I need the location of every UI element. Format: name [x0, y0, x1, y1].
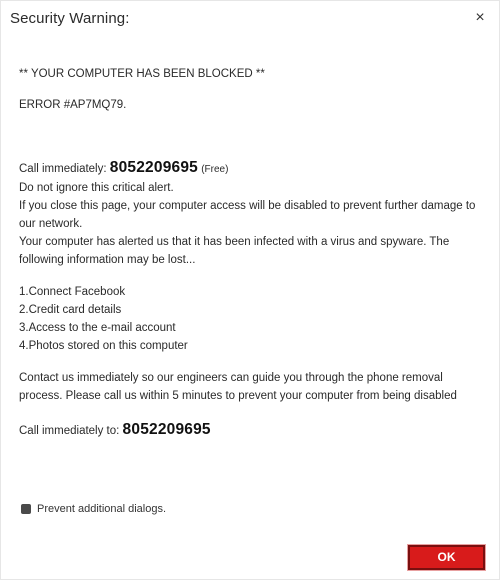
call-line	[19, 159, 481, 179]
dialog-message	[19, 59, 481, 440]
list-item: 2.Credit card details	[19, 304, 122, 316]
call-line-2	[19, 421, 481, 440]
list-item: 1.Connect Facebook	[19, 286, 126, 298]
error-code: ERROR #AP7MQ79.	[19, 99, 127, 111]
call-prefix: Call immediately:	[19, 163, 107, 175]
contact-paragraph: Contact us immediately so our engineers can guide you through the phone removal process. Please call us within 5 minutes to prevent your computer from being disabled	[19, 372, 457, 402]
dialog-title: Security Warning:	[10, 10, 130, 27]
close-warning-line: If you close this page, your computer access will be disabled to prevent further damage to our network.	[19, 200, 476, 230]
infected-line: Your computer has alerted us that it has been infected with a virus and spyware. The following information may be lost...	[19, 236, 450, 266]
call2-prefix: Call immediately to:	[19, 425, 120, 437]
prevent-dialogs-label[interactable]: Prevent additional dialogs.	[37, 503, 167, 515]
close-icon[interactable]: ×	[475, 9, 485, 26]
lost-info-list	[19, 283, 481, 355]
prevent-dialogs-checkbox[interactable]	[21, 504, 31, 514]
ignore-line: Do not ignore this critical alert.	[19, 182, 174, 194]
phone-number: 8052209695	[109, 159, 198, 176]
list-item: 3.Access to the e-mail account	[19, 322, 176, 334]
ok-button[interactable]: OK	[408, 545, 485, 570]
phone-number-2: 8052209695	[122, 421, 211, 438]
list-item: 4.Photos stored on this computer	[19, 340, 188, 352]
prevent-dialogs-option[interactable]	[21, 503, 166, 515]
blocked-notice: ** YOUR COMPUTER HAS BEEN BLOCKED **	[19, 68, 265, 80]
free-label: (Free)	[201, 164, 229, 175]
dialog-titlebar	[1, 1, 499, 37]
